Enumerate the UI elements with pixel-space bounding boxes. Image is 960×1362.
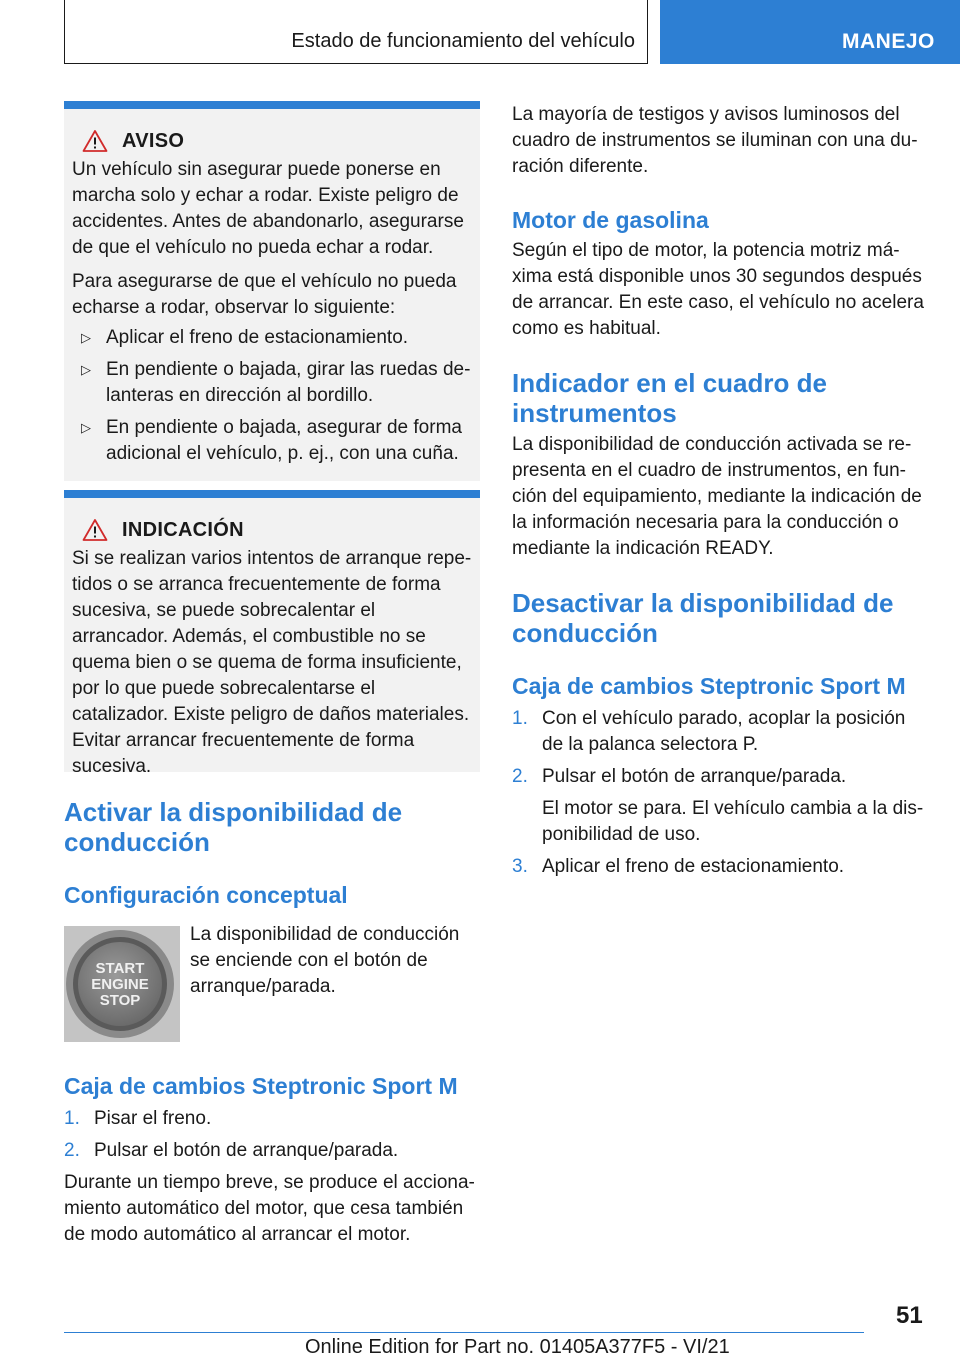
heading-activate: Activar la disponibilidad de conducción <box>64 797 403 857</box>
steps-right <box>512 706 928 880</box>
right-column <box>512 102 928 886</box>
heading-gearbox-right: Caja de cambios Steptronic Sport M <box>512 673 906 699</box>
triangle-bullet-icon: ▷ <box>81 330 91 345</box>
warning-triangle-icon <box>82 129 108 153</box>
section-title: Estado de funcionamiento del vehículo <box>291 30 635 52</box>
svg-text:STOP: STOP <box>99 992 141 1009</box>
warning-text: Un vehículo sin asegurar puede ponerse en marcha solo y echar a rodar. Existe peligro de accidentes. Antes de abandonarlo, asegurarse de que el vehículo no pueda echar a rodar. <box>72 159 464 258</box>
chapter-tab-label: MANEJO <box>842 30 935 53</box>
edition-footer: Online Edition for Part no. 01405A377F5 - VI/21 <box>305 1336 730 1358</box>
list-item: 1. Con el vehículo parado, acoplar la posición de la palanca selectora P. <box>512 708 906 755</box>
note-text: Si se realizan varios intentos de arranque repetidos o se arranca frecuentemente de forma sucesiva, se puede sobrecalentar el arrancador. Además, el combustible no se quema bien o se quema de forma insuficiente, por lo que puede sobrecalentarse el catalizador. Existe peligro de daños materiales. Evitar arrancar frecuentemente de forma sucesiva. <box>72 548 472 777</box>
note-box <box>64 490 480 777</box>
list-item: ▷ En pendiente o bajada, girar las ruedas delanteras en dirección al bordillo. <box>81 359 471 406</box>
footer-rule <box>64 1332 864 1333</box>
petrol-text: Según el tipo de motor, la potencia motriz máxima está disponible unos 30 segundos después de arrancar. En este caso, el vehículo no acelera como es habitual. <box>512 240 924 339</box>
start-stop-button-image <box>64 926 180 1042</box>
heading-deactivate: Desactivar la disponibilidad de conducción <box>512 588 894 648</box>
triangle-bullet-icon: ▷ <box>81 362 91 377</box>
list-item: 2. Pulsar el botón de arranque/parada. <box>64 1140 399 1161</box>
warning-label: AVISO <box>122 129 185 152</box>
list-item: ▷ En pendiente o bajada, asegurar de forma adicional el vehículo, p. ej., con una cuña. <box>81 417 462 464</box>
concept-text: La disponibilidad de conducción se enciende con el botón de arranque/parada. <box>190 924 460 997</box>
triangle-bullet-icon: ▷ <box>81 420 91 435</box>
svg-text:ENGINE: ENGINE <box>91 976 149 993</box>
list-item: ▷ Aplicar el freno de estacionamiento. <box>72 325 472 351</box>
indicator-text: La disponibilidad de conducción activada se representa en el cuadro de instrumentos, en función del equipamiento, mediante la indicación de la información necesaria para la conducción o mediante la indicación READY. <box>512 434 922 559</box>
page-number: 51 <box>896 1302 923 1329</box>
list-item: 3. Aplicar el freno de estacionamiento. <box>512 856 845 877</box>
list-item: 1. Pisar el freno. <box>64 1108 212 1129</box>
warning-text-2: Para asegurarse de que el vehículo no pueda echarse a rodar, observar lo siguiente: <box>72 271 457 318</box>
header-frame <box>64 0 648 64</box>
warning-list <box>72 325 472 467</box>
steps-left <box>64 1106 480 1164</box>
heading-indicator: Indicador en el cuadro de instrumentos <box>512 368 827 428</box>
intro-text: La mayoría de testigos y avisos luminosos del cuadro de instrumentos se iluminan con una duración diferente. <box>512 104 918 177</box>
activate-section <box>64 797 480 909</box>
note-head <box>82 518 472 542</box>
chapter-tab[interactable] <box>660 0 960 64</box>
heading-gearbox-left: Caja de cambios Steptronic Sport M <box>64 1073 458 1099</box>
note-label: INDICACIÓN <box>122 518 244 541</box>
svg-text:START: START <box>95 960 145 977</box>
list-item: 2. Pulsar el botón de arranque/parada. El motor se para. El vehículo cambia a la disponibilidad de uso. <box>512 766 924 845</box>
warning-triangle-icon <box>82 518 108 542</box>
gearbox-left-section <box>64 1072 480 1248</box>
warning-head <box>82 129 472 153</box>
warning-box <box>64 101 480 481</box>
after-steps-text: Durante un tiempo breve, se produce el accionamiento automático del motor, que cesa también de modo automático al arrancar el motor. <box>64 1172 475 1245</box>
heading-petrol: Motor de gasolina <box>512 207 709 233</box>
start-engine-stop-icon <box>64 926 180 1042</box>
heading-concept: Configuración conceptual <box>64 882 348 908</box>
